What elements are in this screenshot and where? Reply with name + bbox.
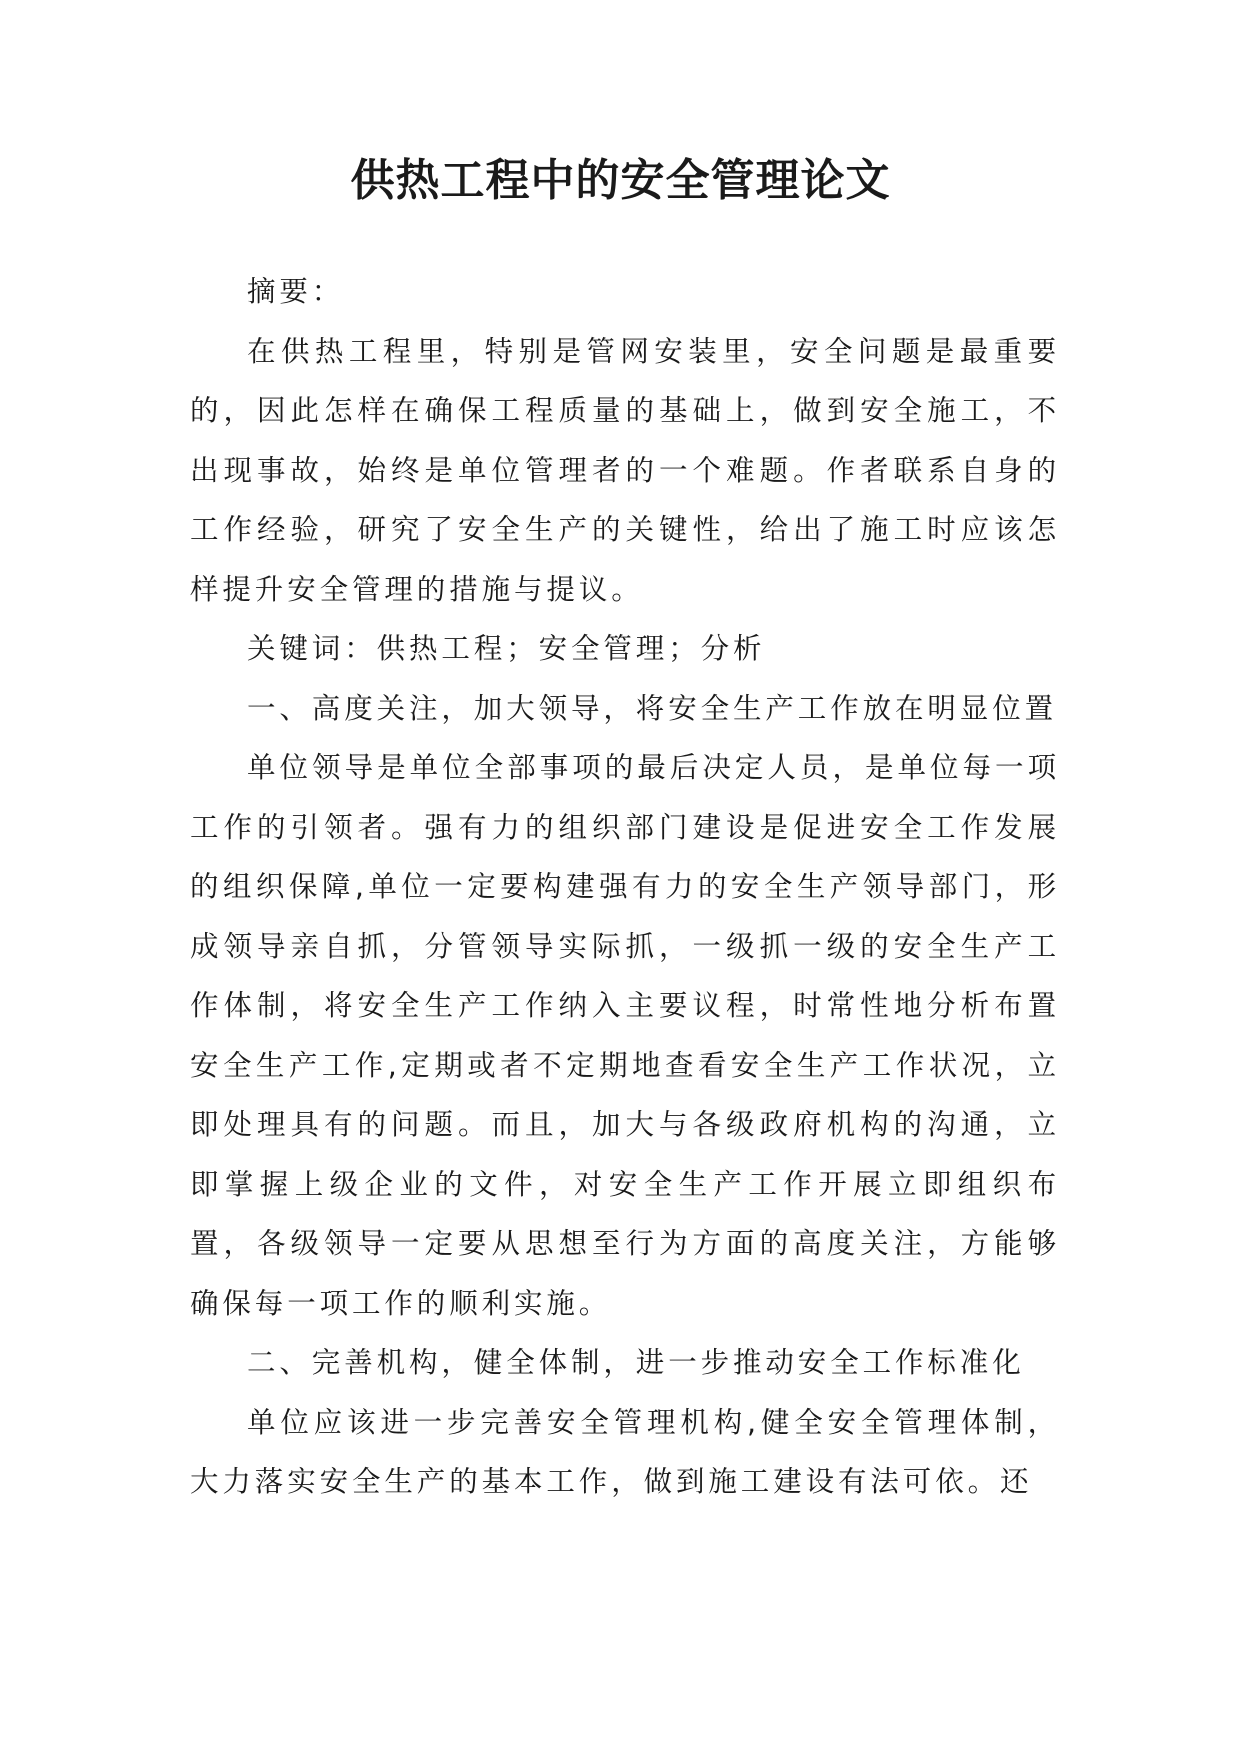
abstract-label: 摘要： <box>247 275 345 308</box>
abstract-paragraph: 在供热工程里，特别是管网安装里，安全问题是最重要的，因此怎样在确保工程质量的基础上，做到安全施工，不出现事故，始终是单位管理者的一个难题。作者联系自身的工作经验，研究了安全生产的关键性，给出了施工时应该怎样提升安全管理的措施与提议。 <box>190 334 1060 606</box>
body-paragraph-2: 单位应该进一步完善安全管理机构,健全安全管理体制，大力落实安全生产的基本工作，做到施工建设有法可依。还 <box>190 1405 1060 1498</box>
section-heading-2: 二、完善机构，健全体制，进一步推动安全工作标准化 <box>247 1346 1025 1379</box>
keywords-line: 关键词：供热工程；安全管理；分析 <box>247 632 766 665</box>
section-heading-1: 一、高度关注，加大领导，将安全生产工作放在明显位置 <box>247 691 1058 725</box>
body-paragraph-1: 单位领导是单位全部事项的最后决定人员，是单位每一项工作的引领者。强有力的组织部门建设是促进安全工作发展的组织保障,单位一定要构建强有力的安全生产领导部门，形成领导亲自抓，分管领导实际抓，一级抓一级的安全生产工作体制，将安全生产工作纳入主要议程，时常性地分析布置安全生产工作,定期或者不定期地查看安全生产工作状况，立即处理具有的问题。而且，加大与各级政府机构的沟通，立即掌握上级企业的文件，对安全生产工作开展立即组织布置，各级领导一定要从思想至行为方面的高度关注，方能够确保每一项工作的顺利实施。 <box>190 751 1060 1320</box>
document-body <box>190 262 1060 1512</box>
document-title: 供热工程中的安全管理论文 <box>350 155 891 206</box>
